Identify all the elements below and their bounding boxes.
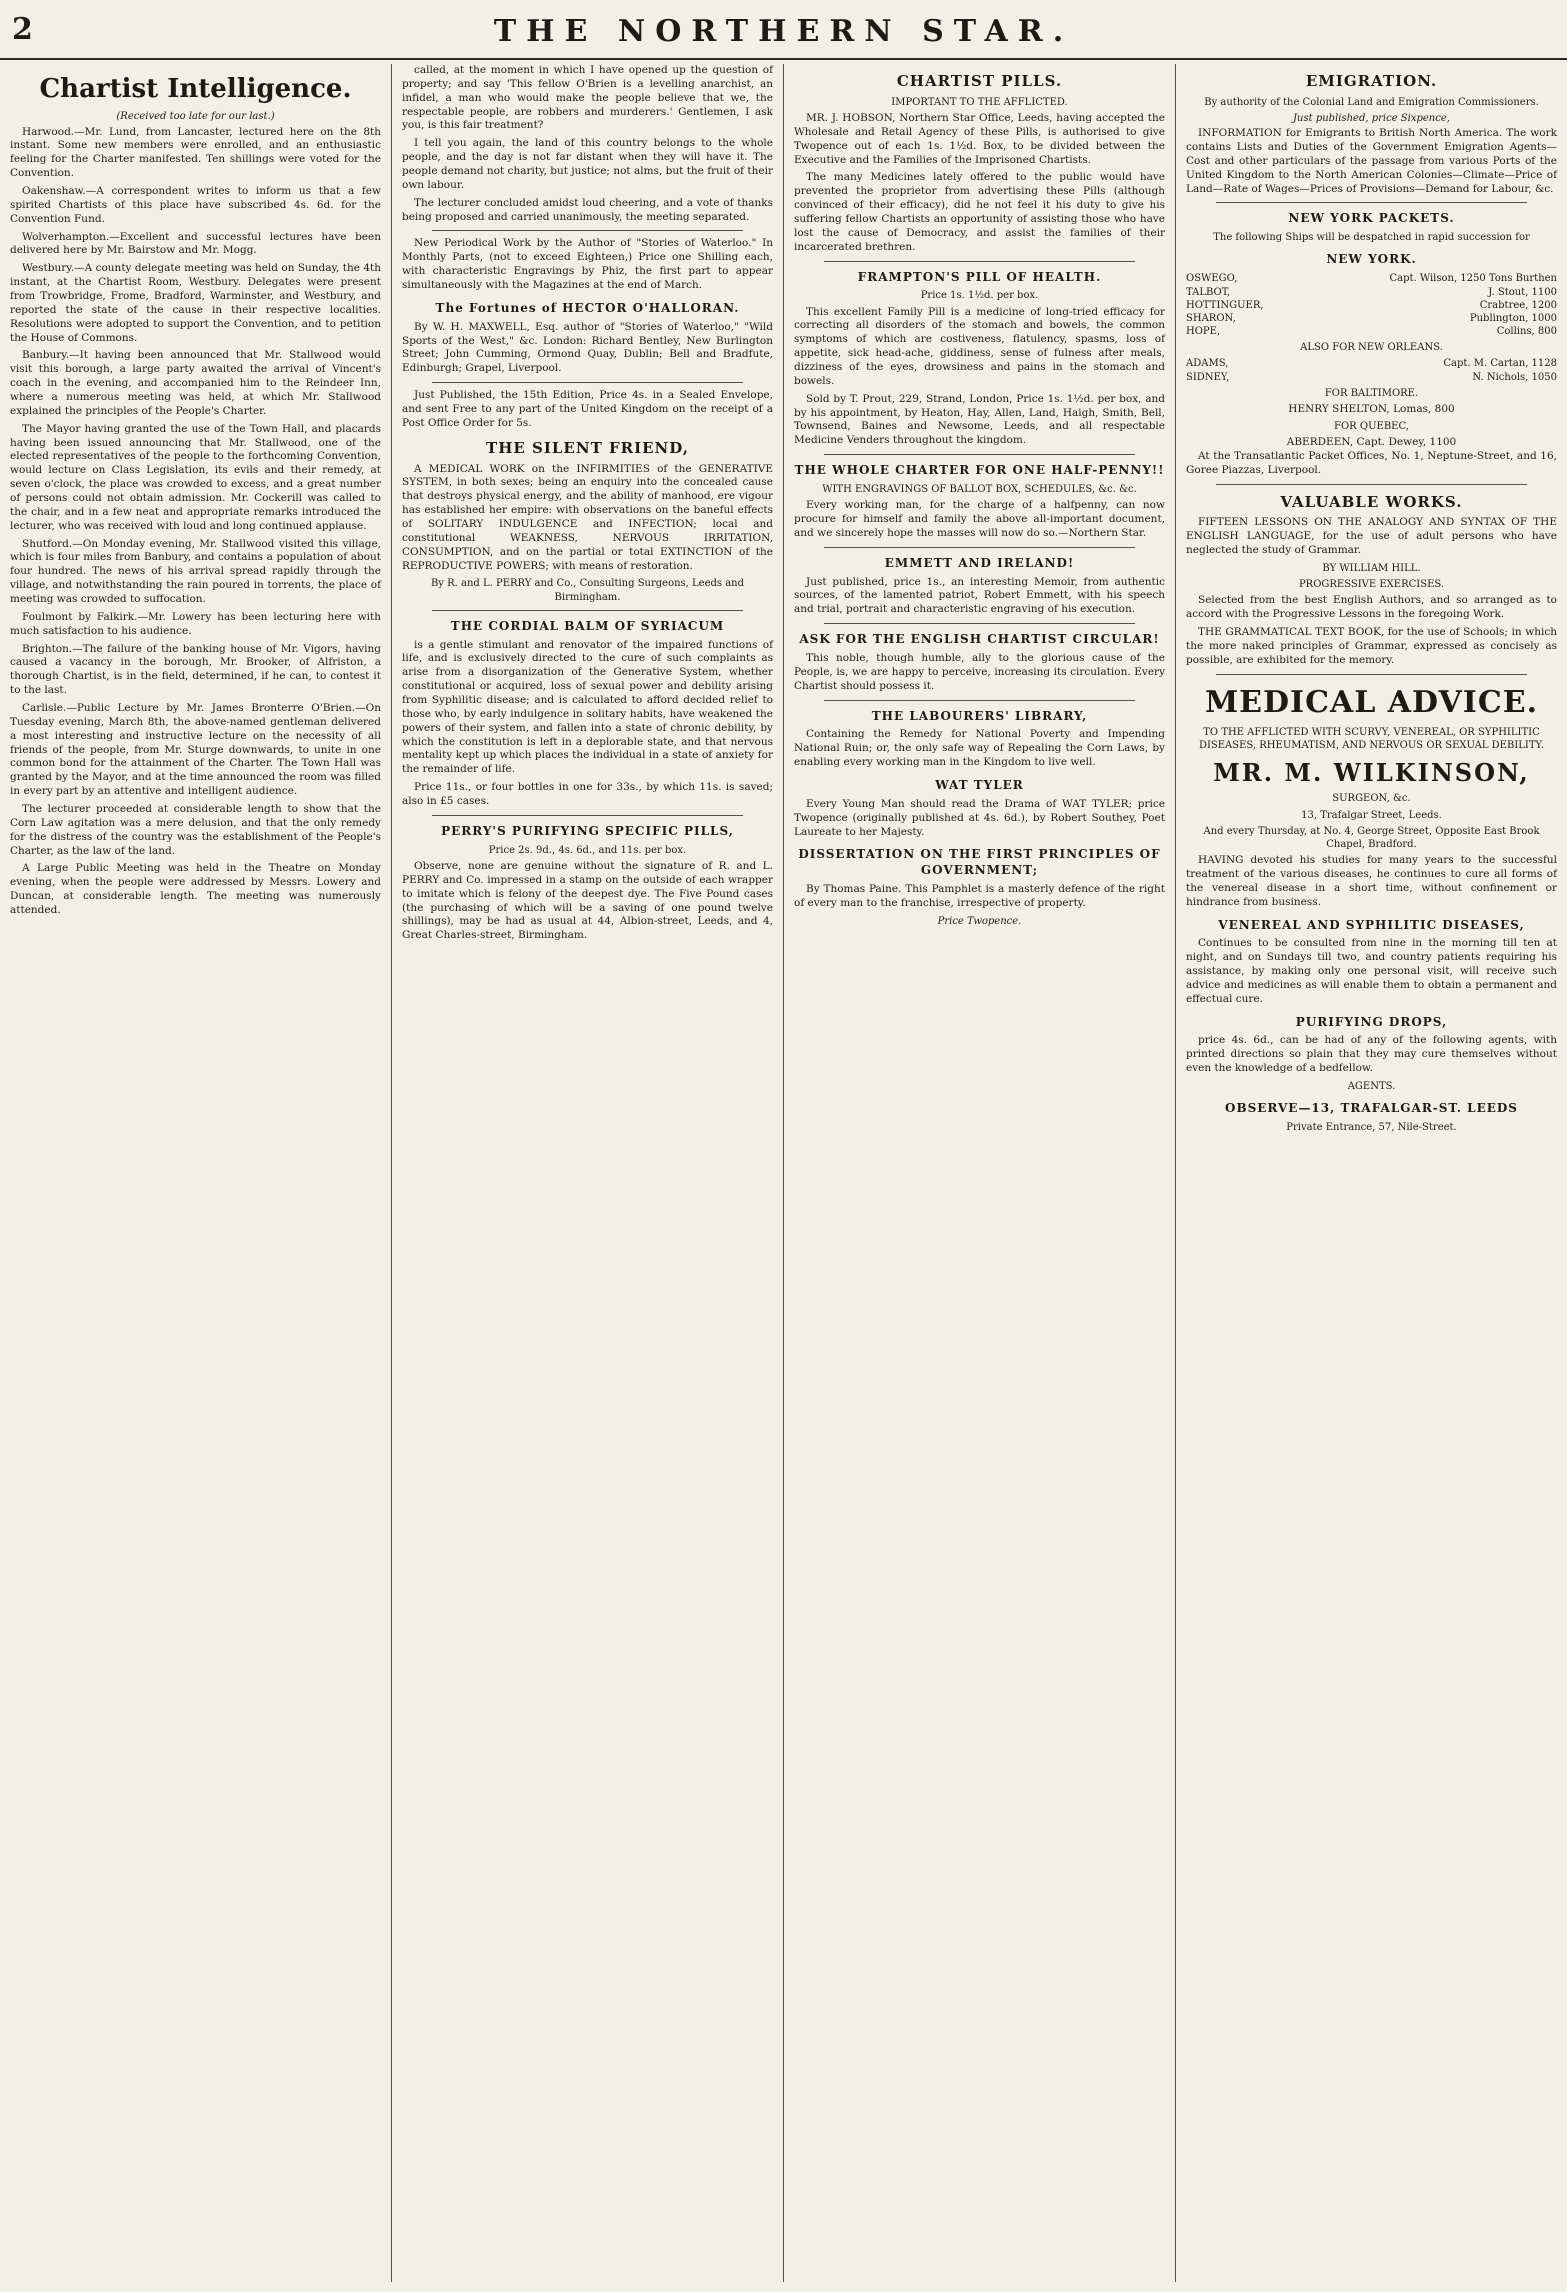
purifying-drops-heading: PURIFYING DROPS, <box>1295 1014 1448 1029</box>
advert-text: Just Published, the 15th Edition, Price 4s. in a Sealed Envelope, and sent Free to any part of the United Kingdom on the receipt of a Post Office Order for 5s. <box>402 389 773 429</box>
advert-text: Every Young Man should read the Drama of WAT TYLER; price Twopence (originally published at 4s. 6d.), by Robert Southey, Poet Laureate to her Majesty. <box>794 797 1165 838</box>
ballot-heading: THE WHOLE CHARTER FOR ONE HALF-PENNY!! <box>794 463 1165 478</box>
article-paragraph: I tell you again, the land of this country belongs to the whole people, and the day is not far distant when they will have it. The people demand not charity, but justice; not alms, but the fruit of their own labour. <box>402 137 773 191</box>
dissertation-heading: DISSERTATION ON THE FIRST PRINCIPLES OF GOVERNMENT; <box>798 847 1161 878</box>
late-note: (Received too late for our last.) <box>116 111 275 123</box>
advert-text: FIFTEEN LESSONS ON THE ANALOGY AND SYNTAX OF THE ENGLISH LANGUAGE, for the use of adult persons who have neglected the study of Grammar. <box>1186 516 1557 557</box>
advert-text: A MEDICAL WORK on the INFIRMITIES of the GENERATIVE SYSTEM, in both sexes; being an enquiry into the concealed cause that destroys physical energy, and the ability of manhood, ere vigour has established her empire: with observations on the baneful effects of SOLITARY INDULGENCE and INFECTION; local and constitutional WEAKNESS, NERVOUS IRRITATION, CONSUMPTION, and on the partial or total EXTINCTION of the REPRODUCTIVE POWERS; with means of restoration. <box>402 462 773 572</box>
divider <box>824 700 1135 701</box>
frampton-heading: FRAMPTON'S PILL OF HEALTH. <box>857 269 1102 284</box>
advert-text: By W. H. MAXWELL, Esq. author of "Stories of Waterloo," "Wild Sports of the West," &c. London: Richard Bentley, New Burlington Street; John Cumming, Ormond Quay, Dublin; Bell and Bradfute, Edinburgh; Grapel, Liverpool. <box>402 320 773 375</box>
divider <box>824 547 1135 548</box>
advert-subheading: The following Ships will be despatched in rapid succession for <box>1213 232 1530 244</box>
advert-heading: The Fortunes of HECTOR O'HALLORAN. <box>435 300 740 315</box>
ship-row: HENRY SHELTON, Lomas, 800 <box>1288 403 1455 415</box>
ship-row: ADAMS, Capt. M. Cartan, 1128 <box>1186 358 1557 370</box>
advert-price: Price 2s. 9d., 4s. 6d., and 11s. per box. <box>488 844 687 856</box>
divider <box>1216 202 1527 203</box>
advert-text: INFORMATION for Emigrants to British North America. The work contains Lists and Duties of the Government Emigration Agents—Cost and other particulars of the passage from various Ports of the United Kingdom to the North American Colonies—Climate—Price of Land—Rate of Wages—Prices of Provisions—Demand for Labour, &c. <box>1186 127 1557 195</box>
column-4 <box>1176 64 1567 2282</box>
article-paragraph: The lecturer proceeded at considerable length to show that the Corn Law agitation was a mere delusion, and that the only remedy for the distress of the country was the establishment of the People's Charter, as the law of the land. <box>10 803 381 857</box>
divider <box>432 815 743 816</box>
emigration-heading: EMIGRATION. <box>1305 72 1438 90</box>
advert-text: This excellent Family Pill is a medicine of long-tried efficacy for correcting all disorders of the stomach and bowels, the common symptoms of which are costiveness, flatulency, spasms, loss of appetite, sick head-ache, giddiness, sense of fulness after meals, dizziness of the eyes, drowsiness and pains in the stomach and bowels. <box>794 305 1165 387</box>
advert-subheading: IMPORTANT TO THE AFFLICTED. <box>891 96 1068 108</box>
advert-note: Just published, price Sixpence, <box>1293 112 1450 124</box>
article-paragraph: Harwood.—Mr. Lund, from Lancaster, lectured here on the 8th instant. Some new members were enrolled, and an enthusiastic feeling for the Charter manifested. Ten shillings were voted for the Convention. <box>10 125 381 180</box>
advert-text: MR. J. HOBSON, Northern Star Office, Leeds, having accepted the Wholesale and Retail Agency of these Pills, is authorised to give Twopence out of each 1s. 1½d. Box, to be divided between the Executive and the Families of the Imprisoned Chartists. <box>794 111 1165 166</box>
article-paragraph: Westbury.—A county delegate meeting was held on Sunday, the 4th instant, at the Chartist Room, Westbury. Delegates were present from Trowbridge, Frome, Bradford, Warminster, and Westbury, and reported the state of the cause in their respective localities. Resolutions were adopted to support the Convention, and to petition the House of Commons. <box>10 262 381 344</box>
article-paragraph: The lecturer concluded amidst loud cheering, and a vote of thanks being proposed and carried unanimously, the meeting separated. <box>402 196 773 223</box>
surgeon-title: SURGEON, &c. <box>1332 793 1411 805</box>
advert-text: Every working man, for the charge of a halfpenny, can now procure for himself and family the above all-important document, and we sincerely hope the masses will now do so.—Northern Star. <box>794 499 1165 539</box>
column-3 <box>784 64 1176 2282</box>
advert-authors: By R. and L. PERRY and Co., Consulting Surgeons, Leeds and Birmingham. <box>430 578 745 603</box>
article-paragraph: called, at the moment in which I have opened up the question of property; and say 'This fellow O'Brien is a levelling anarchist, an infidel, a man who would make the people believe that we, the respectable people, are robbers and murderers.' Gentlemen, I ask you, is this fair treatment? <box>402 64 773 132</box>
ship-row: TALBOT, J. Stout, 1100 <box>1186 286 1557 298</box>
chartist-intelligence-heading: Chartist Intelligence. <box>39 74 352 104</box>
advert-text: This noble, though humble, ally to the glorious cause of the People, is, we are happy to perceive, increasing its circulation. Every Chartist should possess it. <box>794 652 1165 692</box>
purifying-pills-heading: PERRY'S PURIFYING SPECIFIC PILLS, <box>441 823 734 838</box>
destination-heading: NEW YORK. <box>1326 252 1417 267</box>
divider <box>824 261 1135 262</box>
surgeon-address: 13, Trafalgar Street, Leeds. <box>1301 809 1442 821</box>
ship-row: OSWEGO, Capt. Wilson, 1250 Tons Burthen <box>1186 273 1557 285</box>
advert-text: Continues to be consulted from nine in the morning till ten at night, and on Sundays till two, and country patients requiring his assistance, by making only one personal visit, will receive such advice and medicines as will enable them to obtain a permanent and effectual cure. <box>1186 937 1557 1005</box>
article-paragraph: Foulmont by Falkirk.—Mr. Lowery has been lecturing here with much satisfaction to his audience. <box>10 610 381 637</box>
advert-text: By Thomas Paine. This Pamphlet is a masterly defence of the right of every man to the franchise, irrespective of property. <box>794 883 1165 909</box>
column-1 <box>0 64 392 2282</box>
article-paragraph: The Mayor having granted the use of the Town Hall, and placards having been issued announcing that Mr. Stallwood, one of the elected representatives of the people to the forthcoming Convention, would lecture on Class Legislation, its evils and their remedy, at seven o'clock, the place was crowded to excess, and a great number of persons could not obtain admission. Mr. Cockerill was called to the chair, and in a few neat and appropriate remarks introduced the lecturer, who was received with loud and long continued applause. <box>10 422 381 532</box>
ship-row: HOTTINGUER, Crabtree, 1200 <box>1186 299 1557 311</box>
advert-subheading: WITH ENGRAVINGS OF BALLOT BOX, SCHEDULES, &c. &c. <box>822 484 1137 496</box>
advert-text: At the Transatlantic Packet Offices, No. 1, Neptune-Street, and 16, Goree Piazzas, Liverpool. <box>1186 449 1557 476</box>
advert-text: price 4s. 6d., can be had of any of the following agents, with printed directions so plain that they may cure themselves without even the knowledge of a bedfellow. <box>1186 1034 1557 1075</box>
advert-text: is a gentle stimulant and renovator of the impaired functions of life, and is exclusively directed to the cure of such complaints as arise from a disorganization of the Generative System, whether constitutional or acquired, loss of sexual power and debility arising from Syphilitic disease; and is calculated to afford decided relief to those who, by early indulgence in solitary habits, have weakened the powers of their system, and fallen into a state of chronic debility, by which the constitution is left in a deplorable state, and that nervous mentality kept up which places the individual in a state of anxiety for the remainder of life. <box>402 638 773 776</box>
ship-row: SIDNEY, N. Nichols, 1050 <box>1186 371 1557 383</box>
advert-subheading: PROGRESSIVE EXERCISES. <box>1298 579 1445 591</box>
divider <box>432 610 743 611</box>
divider <box>432 230 743 231</box>
divider <box>1216 484 1527 485</box>
advert-text: Just published, price 1s., an interesting Memoir, from authentic sources, of the lamented patriot, Robert Emmett, with his speech and trial, portrait and characteristic engraving of his execution. <box>794 575 1165 616</box>
observe-line: OBSERVE—13, TRAFALGAR-ST. LEEDS <box>1225 1101 1518 1116</box>
destination-heading: ALSO FOR NEW ORLEANS. <box>1300 342 1443 354</box>
advert-text: Price 11s., or four bottles in one for 33s., by which 11s. is saved; also in £5 cases. <box>402 781 773 808</box>
advert-subheading: By authority of the Colonial Land and Emigration Commissioners. <box>1204 96 1539 108</box>
surgeon-address: And every Thursday, at No. 4, George Street, Opposite East Brook Chapel, Bradford. <box>1203 825 1540 850</box>
advert-text: Observe, none are genuine without the signature of R. and L. PERRY and Co. impressed in a stamp on the outside of each wrapper to imitate which is felony of the deepest dye. The Five Pound cases (the purchasing of which will be a saving of one pound twelve shillings), may be had as usual at 44, Albion-street, Leeds, and 4, Great Charles-street, Birmingham. <box>402 859 773 942</box>
page-number: 2 <box>12 12 33 47</box>
advert-subheading: TO THE AFFLICTED WITH SCURVY, VENEREAL, OR SYPHILITIC DISEASES, RHEUMATISM, AND NERVOUS OR SEXUAL DEBILITY. <box>1198 727 1545 752</box>
agents-heading: AGENTS. <box>1347 1081 1396 1093</box>
destination-heading: FOR QUEBEC, <box>1334 420 1409 432</box>
venereal-heading: VENEREAL AND SYPHILITIC DISEASES, <box>1218 917 1525 932</box>
column-2 <box>392 64 784 2282</box>
article-paragraph: Oakenshaw.—A correspondent writes to inform us that a few spirited Chartists of this place have subscribed 4s. 6d. for the Convention Fund. <box>10 184 381 225</box>
advert-text: Selected from the best English Authors, and so arranged as to accord with the Progressive Lessons in the foregoing Work. <box>1186 594 1557 621</box>
medical-advice-heading: MEDICAL ADVICE. <box>1204 684 1539 720</box>
advert-text: THE GRAMMATICAL TEXT BOOK, for the use of Schools; in which the more naked principles of Grammar, expressed as concisely as possible, are exhibited for the memory. <box>1186 626 1557 666</box>
packets-heading: NEW YORK PACKETS. <box>1288 211 1455 226</box>
wat-tyler-heading: WAT TYLER <box>935 778 1024 792</box>
author-line: BY WILLIAM HILL. <box>1322 563 1421 574</box>
emmett-heading: EMMETT AND IRELAND! <box>884 555 1075 570</box>
valuable-works-heading: VALUABLE WORKS. <box>1280 492 1463 511</box>
article-paragraph: A Large Public Meeting was held in the Theatre on Monday evening, when the people were addressed by Messrs. Lowery and Duncan, at considerable length. The meeting was numerously attended. <box>10 862 381 917</box>
footer-line: Private Entrance, 57, Nile-Street. <box>1286 1122 1457 1134</box>
article-paragraph: Banbury.—It having been announced that Mr. Stallwood would visit this borough, a large party awaited the arrival of Vincent's coach in the evening, and accompanied him to the Reindeer Inn, where a numerous meeting was held, at which Mr. Stallwood explained the principles of the People's Charter. <box>10 349 381 417</box>
divider <box>432 382 743 383</box>
cordial-balm-heading: THE CORDIAL BALM OF SYRIACUM <box>450 618 725 633</box>
article-paragraph: Carlisle.—Public Lecture by Mr. James Bronterre O'Brien.—On Tuesday evening, March 8th, the above-named gentleman delivered a most interesting and instructive lecture on the necessity of all friends of the people, from Mr. Sturge downwards, to unite in one common bond for the attainment of the Charter. The Town Hall was granted by the Mayor, and at the time announced the room was filled in every part by an attentive and intelligent audience. <box>10 702 381 798</box>
advert-text: HAVING devoted his studies for many years to the successful treatment of the various diseases, he continues to cure all forms of the venereal disease in a short time, without confinement or hindrance from business. <box>1186 854 1557 908</box>
ship-row: HOPE, Collins, 800 <box>1186 326 1557 338</box>
divider <box>824 623 1135 624</box>
newspaper-title: THE NORTHERN STAR. <box>493 14 1074 49</box>
chartist-pills-heading: CHARTIST PILLS. <box>896 72 1063 90</box>
ship-row: ABERDEEN, Capt. Dewey, 1100 <box>1286 436 1457 449</box>
advert-text: Containing the Remedy for National Poverty and Impending National Ruin; or, the only safe way of Repealing the Corn Laws, by enabling every working man in the Kingdom to live well. <box>794 728 1165 769</box>
ship-row: SHARON, Publington, 1000 <box>1186 312 1557 324</box>
surgeon-name: MR. M. WILKINSON, <box>1213 757 1530 787</box>
advert-price: Price Twopence. <box>937 915 1022 927</box>
article-paragraph: Wolverhampton.—Excellent and successful lectures have been delivered here by Mr. Bairstow and Mr. Mogg. <box>10 230 381 257</box>
advert-text: The many Medicines lately offered to the public would have prevented the proprietor from advertising these Pills (although convinced of their efficacy), did he not feel it his duty to give his suffering fellow Chartists an opportunity of assisting those who have lost the cause of Democracy, and assist the families of their incarcerated brethren. <box>794 171 1165 253</box>
advert-text: Sold by T. Prout, 229, Strand, London, Price 1s. 1½d. per box, and by his appointment, by Heaton, Hay, Allen, Land, Haigh, Smith, Bell, Townsend, Baines and Newsome, Leeds, and all respectable Medicine Venders throughout the kingdom. <box>794 392 1165 447</box>
article-paragraph: Brighton.—The failure of the banking house of Mr. Vigors, having caused a vacancy in the borough, Mr. Brooker, of Alfriston, a thorough Chartist, is in the field, determined, if he can, to contest it to the last. <box>10 642 381 697</box>
divider <box>1216 674 1527 675</box>
advert-text: New Periodical Work by the Author of "Stories of Waterloo." In Monthly Parts, (not to exceed Eighteen,) Price one Shilling each, with characteristic Engravings by Phiz, the first part to appear simultaneously with the Magazines at the end of March. <box>402 237 773 292</box>
silent-friend-heading: THE SILENT FRIEND, <box>486 438 689 457</box>
destination-heading: FOR BALTIMORE. <box>1324 387 1419 399</box>
divider <box>824 454 1135 455</box>
circular-heading: ASK FOR THE ENGLISH CHARTIST CIRCULAR! <box>799 632 1160 647</box>
masthead <box>0 0 1567 60</box>
advert-price: Price 1s. 1½d. per box. <box>920 290 1039 302</box>
labourers-library-heading: THE LABOURERS' LIBRARY, <box>871 708 1088 723</box>
article-paragraph: Shutford.—On Monday evening, Mr. Stallwood visited this village, which is four miles from Banbury, and contains a population of about four hundred. The news of his arrival spread rapidly through the village, and notwithstanding the rain poured in torrents, the place of meeting was crowded to suffocation. <box>10 537 381 605</box>
